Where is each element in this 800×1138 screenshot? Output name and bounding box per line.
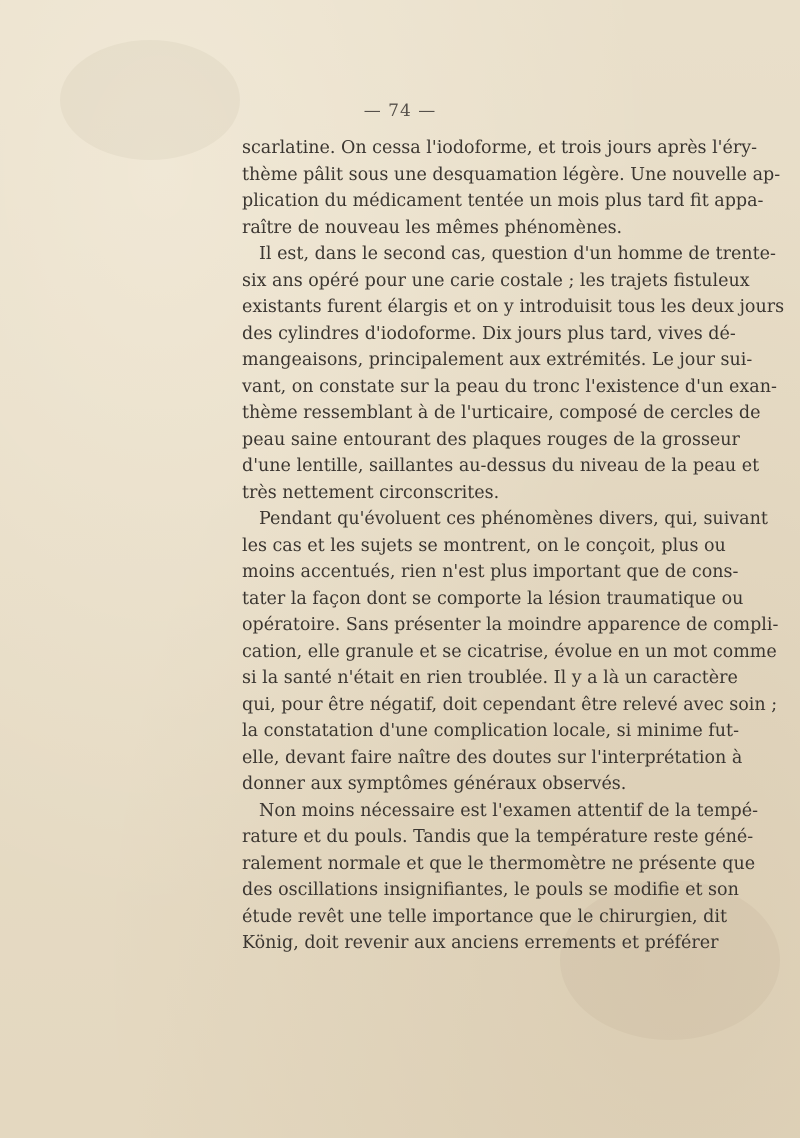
text-line: moins accentués, rien n'est plus important que de cons-	[242, 562, 739, 582]
text-line: Il est, dans le second cas, question d'un homme de trente-	[259, 244, 776, 264]
text-line: opératoire. Sans présenter la moindre apparence de compli-	[242, 615, 779, 635]
text-line: des oscillations insignifiantes, le pouls se modifie et son	[242, 880, 739, 900]
text-line: d'une lentille, saillantes au-dessus du niveau de la peau et	[242, 456, 760, 476]
text-line: étude revêt une telle importance que le chirurgien, dit	[242, 906, 728, 927]
text-line: vant, on constate sur la peau du tronc l'existence d'un exan-	[242, 376, 777, 397]
text-line: scarlatine. On cessa l'iodoforme, et trois jours après l'éry-	[242, 138, 758, 158]
text-line: des cylindres d'iodoforme. Dix jours plus tard, vives dé-	[242, 323, 736, 344]
text-line: plication du médicament tentée un mois plus tard fit appa-	[242, 191, 764, 211]
text-line: donner aux symptômes généraux observés.	[242, 774, 627, 794]
text-line: les cas et les sujets se montrent, on le conçoit, plus ou	[242, 535, 726, 556]
text-line: existants furent élargis et on y introduisit tous les deux jours	[242, 297, 785, 317]
text-line: thème pâlit sous une desquamation légère. Une nouvelle ap-	[242, 164, 781, 185]
body-text	[242, 135, 785, 957]
text-line: elle, devant faire naître des doutes sur l'interprétation à	[242, 747, 743, 768]
page-number: — 74 —	[363, 101, 437, 121]
paragraph-4	[242, 798, 759, 957]
text-line: ralement normale et que le thermomètre ne présente que	[242, 853, 756, 874]
text-line: tater la façon dont se comporte la lésion traumatique ou	[242, 588, 744, 609]
text-line: six ans opéré pour une carie costale ; les trajets fistuleux	[242, 270, 750, 291]
paragraph-2	[242, 241, 785, 506]
paragraph-3	[242, 506, 779, 798]
text-line: Non moins nécessaire est l'examen attentif de la tempé-	[259, 800, 759, 821]
text-line: cation, elle granule et se cicatrise, évolue en un mot comme	[242, 641, 777, 662]
text-line: rature et du pouls. Tandis que la température reste géné-	[242, 827, 754, 847]
paper-stain	[60, 40, 240, 160]
text-line: thème ressemblant à de l'urticaire, composé de cercles de	[242, 403, 761, 423]
text-line: mangeaisons, principalement aux extrémités. Le jour sui-	[242, 350, 753, 370]
text-line: la constatation d'une complication locale, si minime fut-	[242, 721, 739, 741]
paragraph-1	[242, 135, 781, 241]
text-line: raître de nouveau les mêmes phénomènes.	[242, 217, 623, 238]
text-line: Pendant qu'évoluent ces phénomènes divers, qui, suivant	[259, 509, 768, 529]
text-line: peau saine entourant des plaques rouges de la grosseur	[242, 429, 740, 450]
text-line: qui, pour être négatif, doit cependant être relevé avec soin ;	[242, 694, 778, 715]
text-line: König, doit revenir aux anciens errements et préférer	[242, 933, 719, 953]
text-line: si la santé n'était en rien troublée. Il y a là un caractère	[242, 668, 738, 688]
text-line: très nettement circonscrites.	[242, 482, 500, 503]
